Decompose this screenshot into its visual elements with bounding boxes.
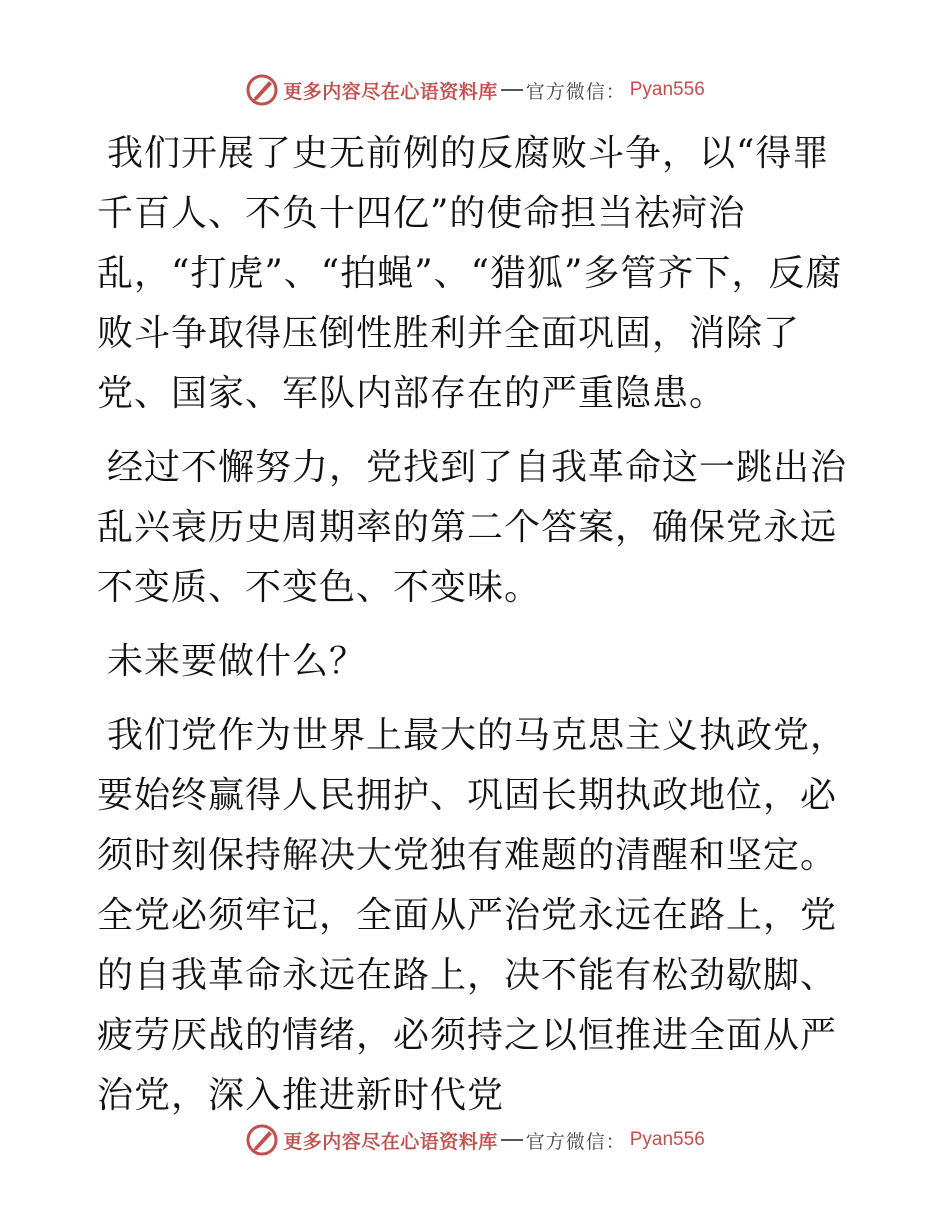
header-banner bbox=[0, 70, 950, 110]
quill-circle-logo-icon bbox=[245, 1123, 279, 1157]
paragraph: 经过不懈努力，党找到了自我革命这一跳出治乱兴衰历史周期率的第二个答案，确保党永远不变质、不变色、不变味。 bbox=[97, 447, 848, 608]
banner-wechat-id: Pyan556 bbox=[629, 79, 705, 100]
section-question: 未来要做什么？ bbox=[107, 641, 367, 682]
paragraph: 我们党作为世界上最大的马克思主义执政党，要始终赢得人民拥护、巩固长期执政地位，必须时刻保持解决大党独有难题的清醒和坚定。全党必须牢记，全面从严治党永远在路上，党的自我革命永远在路上，决不能有松劲歇脚、疲劳厌战的情绪，必须持之以恒推进全面从严治党，深入推进新时代党 bbox=[97, 715, 848, 1116]
paragraph: 我们开展了史无前例的反腐败斗争，以“得罪千百人、不负十四亿”的使命担当祛疴治乱，“打虎”、“拍蝇”、“猎狐”多管齐下，反腐败斗争取得压倒性胜利并全面巩固，消除了党、国家、军队内部存在的严重隐患。 bbox=[97, 133, 843, 414]
footer-banner bbox=[0, 1120, 950, 1160]
banner-dash bbox=[501, 1139, 523, 1141]
banner-dash bbox=[501, 89, 523, 91]
banner-wechat-label: 官方微信： bbox=[525, 80, 626, 103]
banner-wechat-label: 官方微信： bbox=[525, 1130, 626, 1153]
banner-site-text: 更多内容尽在心语资料库 bbox=[283, 80, 498, 103]
banner-site-text: 更多内容尽在心语资料库 bbox=[283, 1130, 498, 1153]
quill-circle-logo-icon bbox=[245, 73, 279, 107]
banner-wechat-id: Pyan556 bbox=[629, 1129, 705, 1150]
document-body bbox=[97, 124, 857, 1140]
